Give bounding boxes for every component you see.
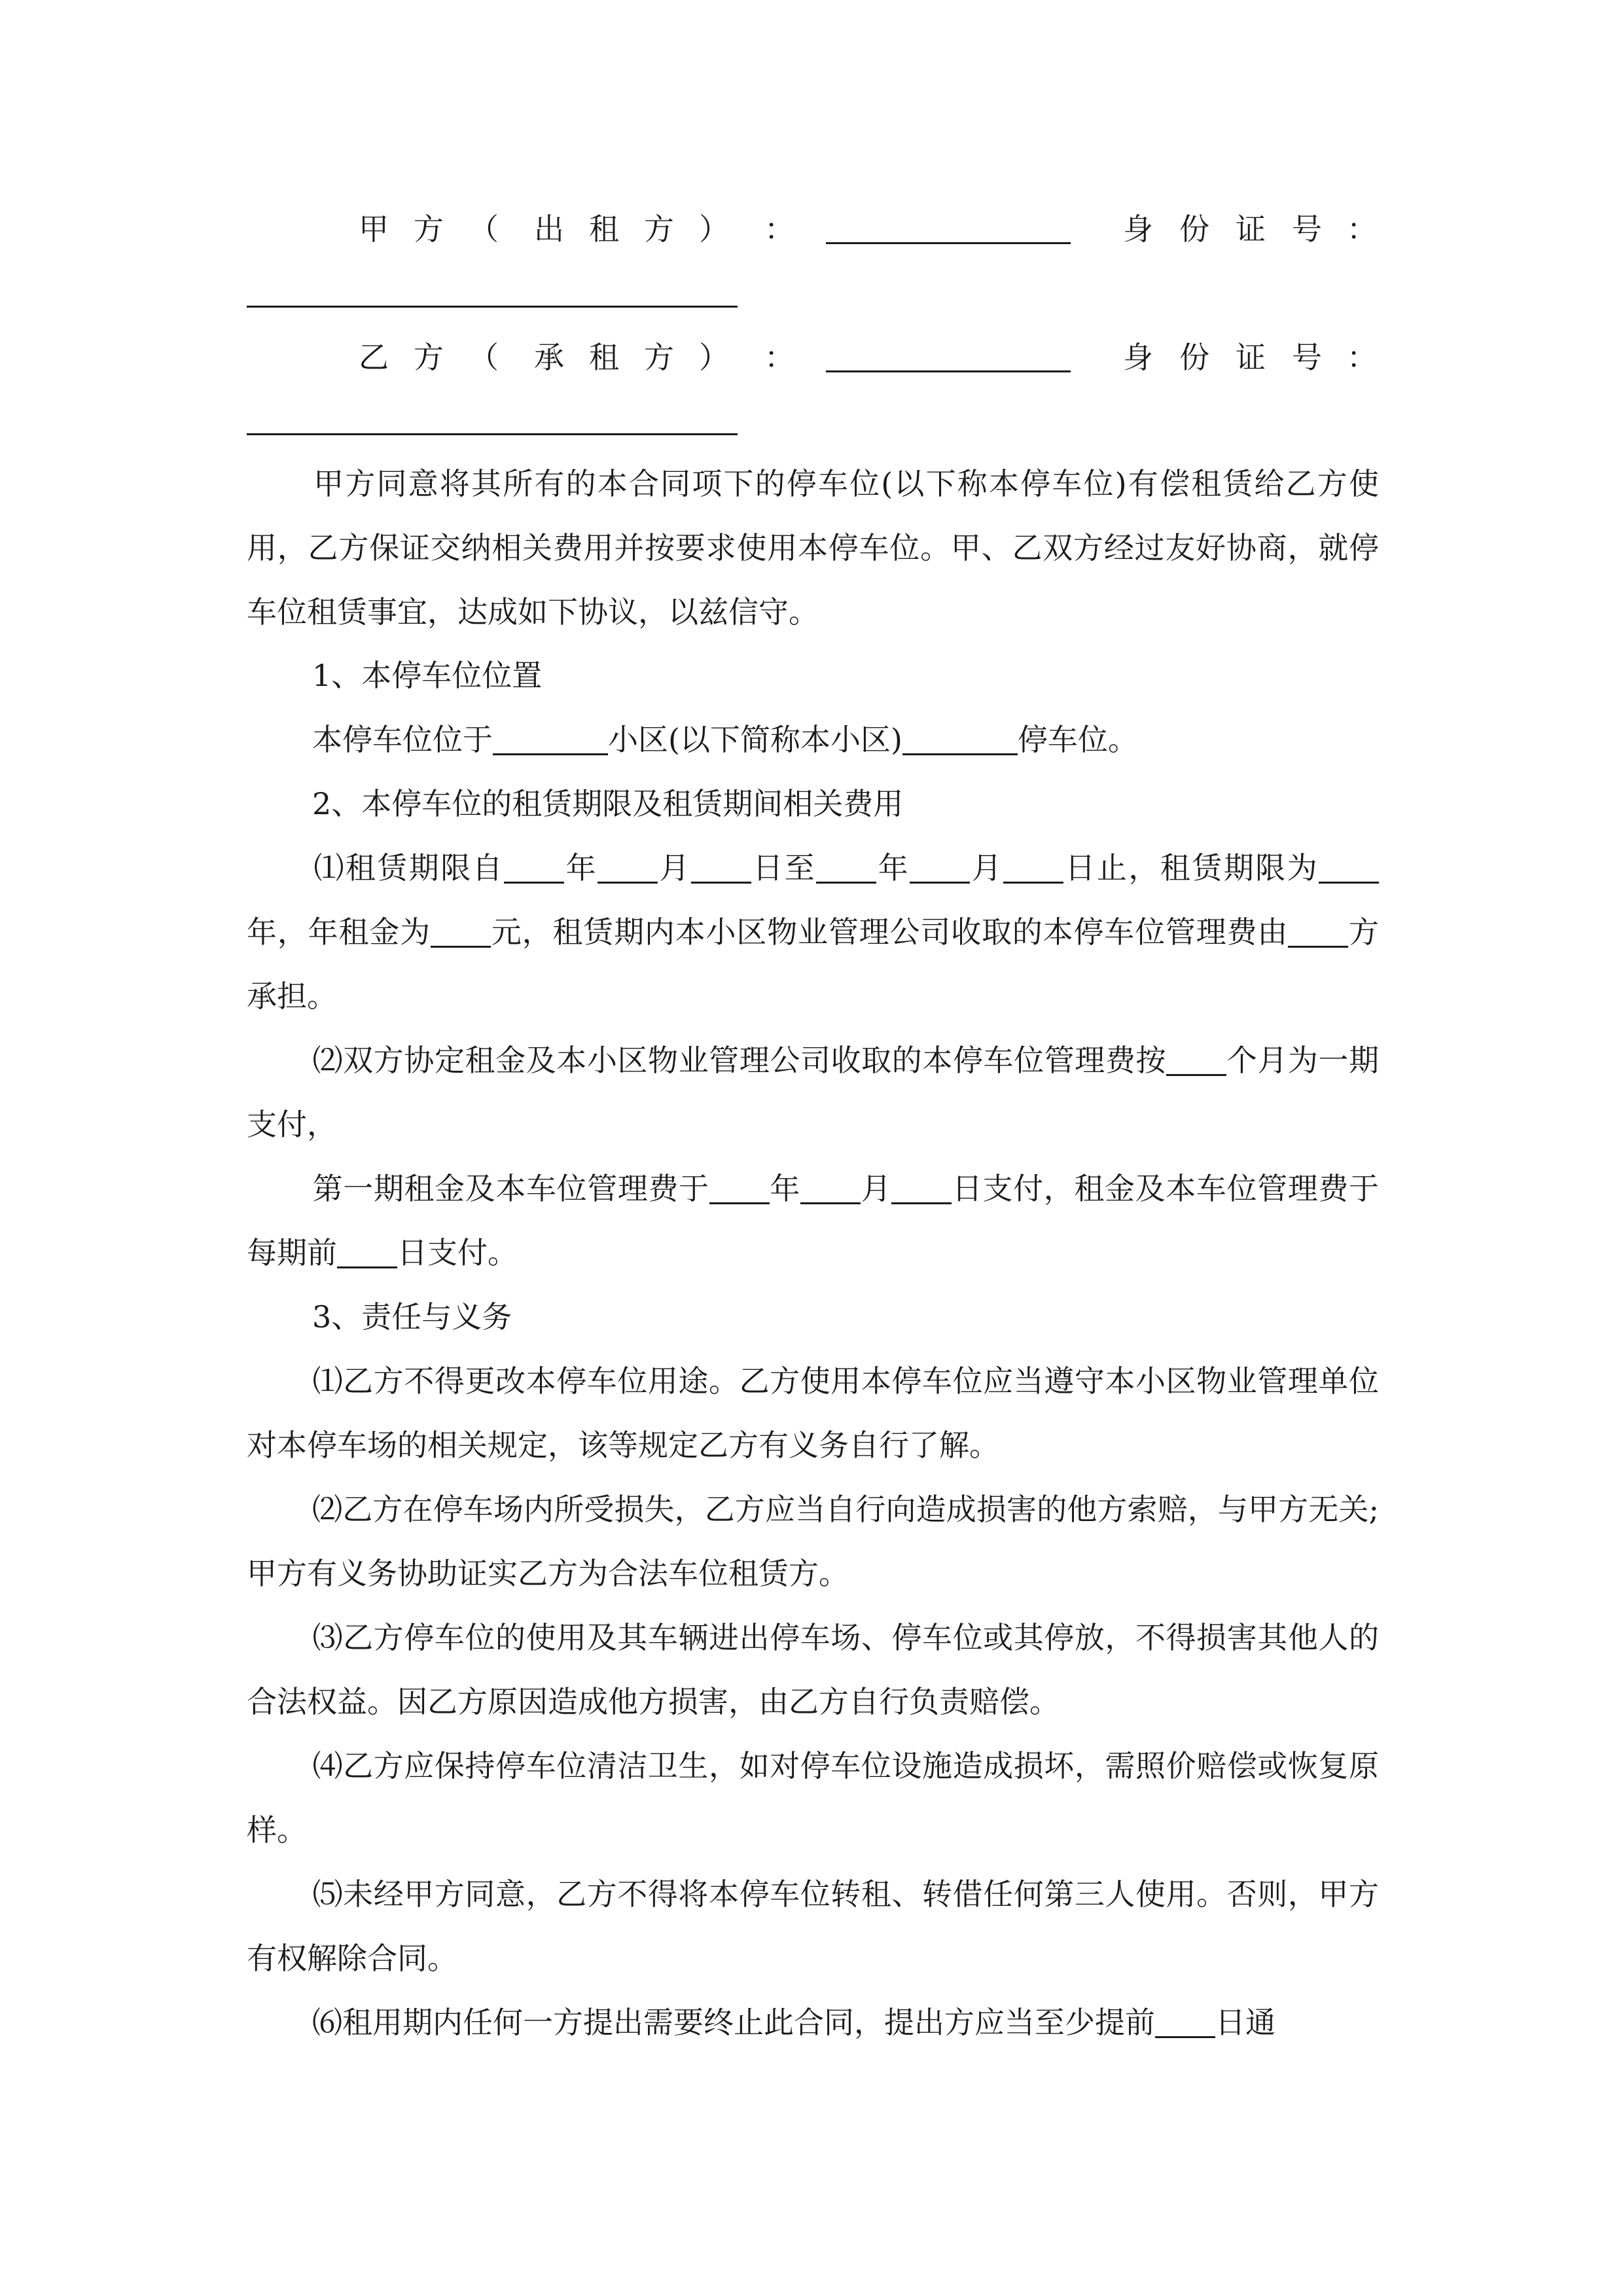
section-3-clause-4: ⑷乙方应保持停车位清洁卫生，如对停车位设施造成损坏，需照价赔偿或恢复原样。 (247, 1748, 1379, 1848)
start-year-blank[interactable] (504, 854, 564, 884)
section-1-location: 本停车位位于 小区(以下简称本小区) 停车位。 (312, 722, 1138, 757)
intro-paragraph: 甲方同意将其所有的本合同项下的停车位(以下称本停车位)有偿租赁给乙方使用，乙方保证交纳相关费用并按要求使用本停车位。甲、乙双方经过友好协商，就停车位租赁事宜，达成如下协议，以兹信守。 (247, 466, 1379, 630)
section-3-title: 3、责任与义务 (312, 1299, 512, 1335)
section-3-clause-5: ⑸未经甲方同意，乙方不得将本停车位转租、转借任何第三人使用。否则，甲方有权解除合同。 (247, 1876, 1379, 1976)
party-a-name-field[interactable] (826, 242, 1071, 244)
community-name-blank[interactable] (493, 726, 608, 755)
section-3-clause-1: ⑴乙方不得更改本停车位用途。乙方使用本停车位应当遵守本小区物业管理单位对本停车场的相关规定，该等规定乙方有义务自行了解。 (247, 1363, 1379, 1463)
start-month-blank[interactable] (597, 854, 658, 884)
notice-days-blank[interactable] (1155, 2009, 1215, 2038)
section-3-clause-6: ⑹租用期内任何一方提出需要终止此合同，提出方应当至少提前 日通 (312, 2005, 1275, 2040)
end-year-blank[interactable] (816, 854, 876, 884)
annual-rent-blank[interactable] (431, 918, 491, 948)
party-b-id-field[interactable] (247, 433, 738, 435)
section-2-clause-1: ⑴租赁期限自 年 月 日至 年 月 日止，租赁期限为年，年租金为 元，租赁期内本小区物业管理公司收取的本停车位管理费由 方承担。 (247, 850, 1380, 1014)
party-a-id-field[interactable] (247, 306, 738, 308)
section-2-title: 2、本停车位的租赁期限及租赁期间相关费用 (312, 786, 904, 821)
term-years-blank[interactable] (1319, 854, 1379, 884)
first-pay-year-blank[interactable] (709, 1175, 770, 1204)
section-3-clause-2: ⑵乙方在停车场内所受损失，乙方应当自行向造成损害的他方索赔，与甲方无关;甲方有义务协助证实乙方为合法车位租赁方。 (247, 1492, 1379, 1591)
section-1-title: 1、本停车位位置 (312, 658, 543, 693)
contract-page: 甲 方 （ 出 租 方 ） ： 身 份 证 号 ： 乙 方 （ 承 租 方 ） ： 身 份 证 号 ： 甲方同意将其所有的本合同项下的停车位(以下称本停车位)有偿租赁给乙方使用，乙方保证交纳相关费用并按要求使用本停车位。甲、乙双方经过友好协商，就停车位租赁事宜，达成如下协议，以兹信守。 1、本停车位位置 本停车位位于 小区(以下简称本小区) 停车位。 2、本停车位的租赁期限及租赁期间相关费用 ⑴租赁期限自 年 月 日至 年 月 日止，租赁期限为年，年租金为 元，租赁期内本小区物业管理公司收取的本停车位管理费由 方承担。 ⑵双方协定租金及本小区物业管理公司收取的本停车位管理费按 个月为一期支付， 第一期租金及本车位管理费于 年 月 日支付，租金及本车位管理费于每期前 日支付。 3、责任与义务 ⑴乙方不得更改本停车位用途。乙方使用本停车位应当遵守本小区物业管理单位对本停车场的相关规定，该等规定乙方有义务自行了解。 ⑵乙方在停车场内所受损失，乙方应当自行向造成损害的他方索赔，与甲方无关;甲方有义务协助证实乙方为合法车位租赁方。 ⑶乙方停车位的使用及其车辆进出停车场、停车位或其停放，不得损害其他人的合法权益。因乙方原因造成他方损害，由乙方自行负责赔偿。 ⑷乙方应保持停车位清洁卫生，如对停车位设施造成损坏，需照价赔偿或恢复原样。 ⑸未经甲方同意，乙方不得将本停车位转租、转借任何第三人使用。否则，甲方有权解除合同。 ⑹租用期内任何一方提出需要终止此合同，提出方应当至少提前 日通 (0, 0, 1623, 2296)
first-pay-day-blank[interactable] (891, 1175, 952, 1204)
end-month-blank[interactable] (910, 854, 970, 884)
end-day-blank[interactable] (1003, 854, 1063, 884)
section-2-clause-2: ⑵双方协定租金及本小区物业管理公司收取的本停车位管理费按 个月为一期支付， (247, 1043, 1380, 1142)
section-2-clause-3: 第一期租金及本车位管理费于 年 月 日支付，租金及本车位管理费于每期前 日支付。 (247, 1171, 1379, 1270)
advance-days-blank[interactable] (337, 1239, 397, 1268)
start-day-blank[interactable] (691, 854, 751, 884)
parking-number-blank[interactable] (902, 726, 1018, 755)
fee-payer-blank[interactable] (1288, 918, 1348, 948)
section-3-clause-3: ⑶乙方停车位的使用及其车辆进出停车场、停车位或其停放，不得损害其他人的合法权益。因乙方原因造成他方损害，由乙方自行负责赔偿。 (247, 1620, 1379, 1719)
party-b-name-field[interactable] (826, 370, 1071, 372)
first-pay-month-blank[interactable] (800, 1175, 861, 1204)
payment-period-blank[interactable] (1166, 1047, 1226, 1076)
